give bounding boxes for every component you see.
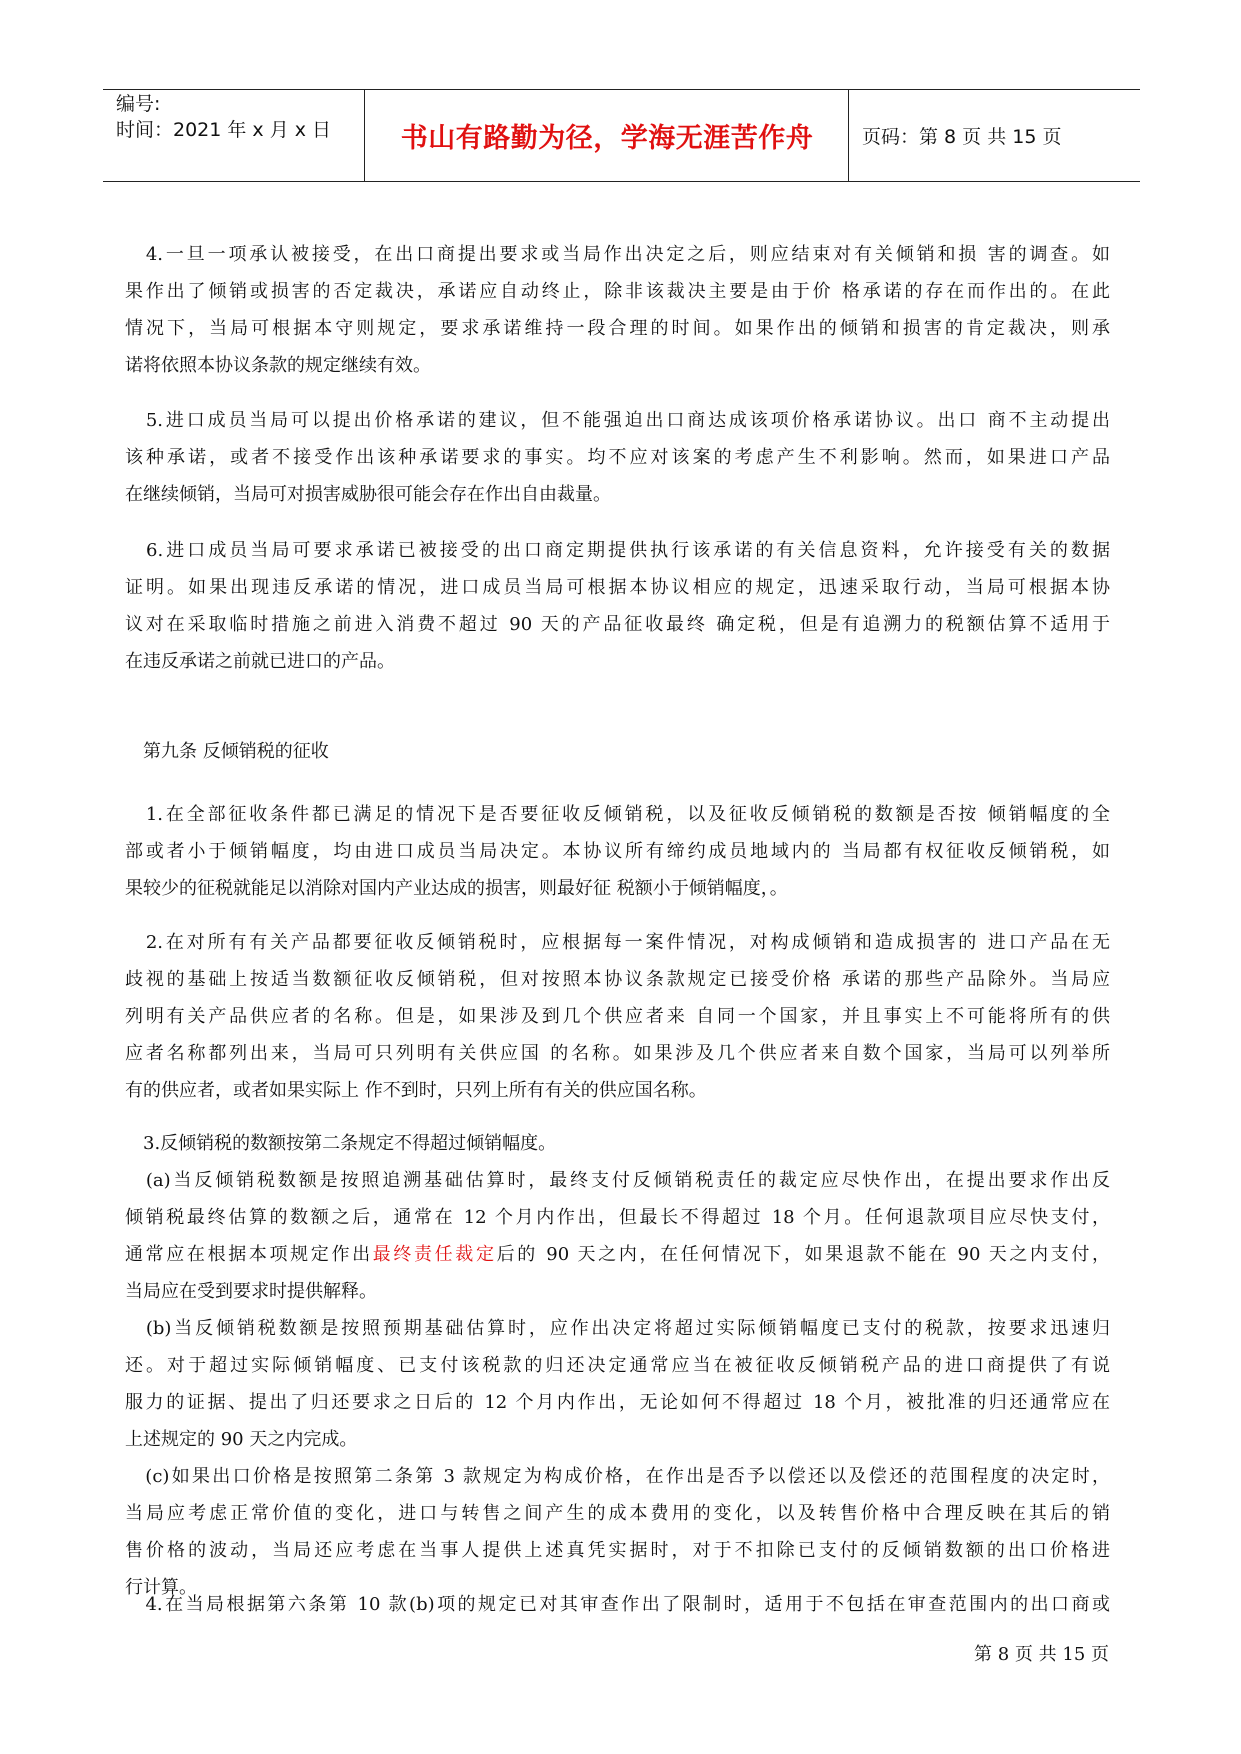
text-line: 该种承诺，或者不接受作出该种承诺要求的事实。均不应对该案的考虑产生不利影响。然而，如果进口产品 <box>125 447 1110 468</box>
text-line: 果较少的征税就能足以消除对国内产业达成的损害，则最好征 税额小于倾销幅度，。 <box>125 878 788 899</box>
text-line: 上述规定的 90 天之内完成。 <box>125 1429 358 1450</box>
paragraph-2 <box>125 924 1110 1109</box>
text-line: 6.进口成员当局可要求承诺已被接受的出口商定期提供执行该承诺的有关信息资料，允许接受有关的数据 <box>125 540 1110 561</box>
text-line: 情况下，当局可根据本守则规定，要求承诺维持一段合理的时间。如果作出的倾销和损害的肯定裁决，则承 <box>125 318 1110 339</box>
text-line: (c)如果出口价格是按照第二条第 3 款规定为构成价格，在作出是否予以偿还以及偿还的范围程度的决定时， <box>125 1466 1110 1487</box>
article-heading <box>125 733 1110 770</box>
text-line: 果作出了倾销或损害的否定裁决，承诺应自动终止，除非该裁决主要是由于价 格承诺的存在而作出的。在此 <box>125 281 1110 302</box>
text-line: 歧视的基础上按适当数额征收反倾销税，但对按照本协议条款规定已接受价格 承诺的那些产品除外。当局应 <box>125 969 1110 990</box>
text-line: 列明有关产品供应者的名称。但是，如果涉及到几个供应者来 自同一个国家，并且事实上不可能将所有的供 <box>125 1006 1110 1027</box>
text-line: 还。对于超过实际倾销幅度、已支付该税款的归还决定通常应当在被征收反倾销税产品的进口商提供了有说 <box>125 1355 1110 1376</box>
text-line: 服力的证据、提出了归还要求之日后的 12 个月内作出，无论如何不得超过 18 个月，被批准的归还通常应在 <box>125 1392 1110 1413</box>
header-time-label: 时间：2021 年 x 月 x 日 <box>116 119 332 141</box>
text-line: (b)当反倾销税数额是按照预期基础估算时，应作出决定将超过实际倾销幅度已支付的税款，按要求迅速归 <box>125 1318 1110 1339</box>
paragraph-3b <box>125 1310 1110 1458</box>
footer-page-number: 第 8 页 共 15 页 <box>974 1644 1109 1665</box>
text-line: 倾销税最终估算的数额之后，通常在 12 个月内作出，但最长不得超过 18 个月。任何退款项目应尽快支付， <box>125 1207 1110 1228</box>
text-line: 有的供应者，或者如果实际上 作不到时，只列上所有有关的供应国名称。 <box>125 1080 707 1101</box>
text-segment: 通常应在根据本项规定作出 <box>125 1244 373 1265</box>
paragraph-3c <box>125 1458 1110 1606</box>
text-line: 在违反承诺之前就已进口的产品。 <box>125 651 395 672</box>
text-line: 议对在采取临时措施之前进入消费不超过 90 天的产品征收最终 确定税，但是有追溯力的税额估算不适用于 <box>125 614 1110 635</box>
paragraph-4-next <box>125 1586 1110 1623</box>
text-line: 证明。如果出现违反承诺的情况，进口成员当局可根据本协议相应的规定，迅速采取行动，当局可根据本协 <box>125 577 1110 598</box>
text-line-with-highlight <box>125 1236 1110 1273</box>
highlighted-term: 最终责任裁定 <box>372 1244 497 1265</box>
paragraph-3 <box>125 1125 1110 1162</box>
paragraph-5 <box>125 402 1110 513</box>
header-motto: 书山有路勤为径，学海无涯苦作舟 <box>400 122 814 154</box>
text-line: 部或者小于倾销幅度，均由进口成员当局决定。本协议所有缔约成员地域内的 当局都有权征收反倾销税，如 <box>125 841 1110 862</box>
text-line: 1.在全部征收条件都已满足的情况下是否要征收反倾销税，以及征收反倾销税的数额是否按 倾销幅度的全 <box>125 804 1110 825</box>
text-segment: 后的 90 天之内，在任何情况下，如果退款不能在 90 天之内支付， <box>496 1244 1110 1265</box>
header-meta <box>116 91 331 143</box>
text-line: 3.反倾销税的数额按第二条规定不得超过倾销幅度。 <box>125 1133 557 1154</box>
text-line: 应者名称都列出来，当局可只列明有关供应国 的名称。如果涉及几个供应者来自数个国家，当局可以列举所 <box>125 1043 1110 1064</box>
header-divider-right <box>848 89 849 181</box>
paragraph-1 <box>125 796 1110 907</box>
article-title: 第九条 反倾销税的征收 <box>125 741 329 762</box>
text-line: 2.在对所有有关产品都要征收反倾销税时，应根据每一案件情况，对构成倾销和造成损害的 进口产品在无 <box>125 932 1110 953</box>
text-line: 当局应在受到要求时提供解释。 <box>125 1281 377 1302</box>
paragraph-3a <box>125 1162 1110 1310</box>
text-line: 4.在当局根据第六条第 10 款(b)项的规定已对其审查作出了限制时，适用于不包括在审查范围内的出口商或 <box>125 1594 1110 1615</box>
text-line: 诺将依照本协议条款的规定继续有效。 <box>125 355 431 376</box>
text-line: 当局应考虑正常价值的变化，进口与转售之间产生的成本费用的变化，以及转售价格中合理反映在其后的销 <box>125 1503 1110 1524</box>
text-line: 在继续倾销，当局可对损害威胁很可能会存在作出自由裁量。 <box>125 484 611 505</box>
text-line: 行计算。 <box>125 1577 197 1598</box>
paragraph-4 <box>125 236 1110 384</box>
header-page-label: 页码：第 8 页 共 15 页 <box>862 125 1062 148</box>
text-line: 4.一旦一项承认被接受，在出口商提出要求或当局作出决定之后，则应结束对有关倾销和损 害的调查。如 <box>125 244 1110 265</box>
text-line: 售价格的波动，当局还应考虑在当事人提供上述真凭实据时，对于不扣除已支付的反倾销数额的出口价格进 <box>125 1540 1110 1561</box>
header-divider-left <box>364 89 365 181</box>
header-bottom-rule <box>103 181 1140 182</box>
header-number-label: 编号: <box>116 93 161 115</box>
text-line: (a)当反倾销税数额是按照追溯基础估算时，最终支付反倾销税责任的裁定应尽快作出，在提出要求作出反 <box>125 1170 1110 1191</box>
text-line: 5.进口成员当局可以提出价格承诺的建议，但不能强迫出口商达成该项价格承诺协议。出口 商不主动提出 <box>125 410 1110 431</box>
paragraph-6 <box>125 532 1110 680</box>
